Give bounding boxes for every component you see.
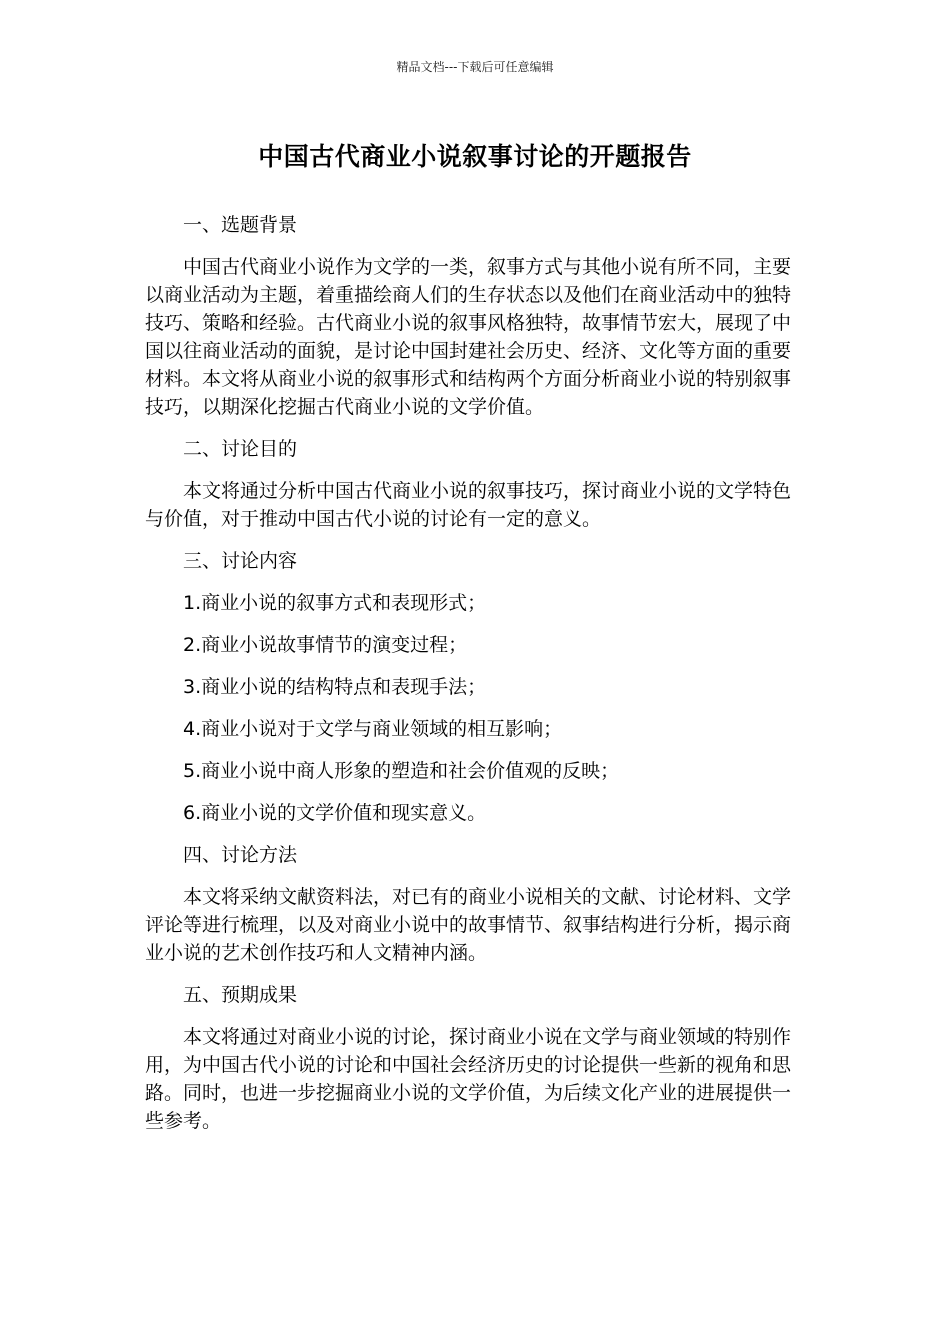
paragraph-method: 本文将采纳文献资料法，对已有的商业小说相关的文献、讨论材料、文学评论等进行梳理，以及对商业小说中的故事情节、叙事结构进行分析，揭示商业小说的艺术创作技巧和人文精神内涵。 (145, 886, 792, 964)
document-title: 中国古代商业小说叙事讨论的开题报告 (258, 142, 692, 171)
section-heading-content: 三、讨论内容 (183, 550, 298, 572)
list-item: 5.商业小说中商人形象的塑造和社会价值观的反映； (183, 760, 620, 782)
section-heading-method: 四、讨论方法 (183, 844, 298, 866)
document-body (145, 211, 807, 1149)
paragraph-results: 本文将通过对商业小说的讨论，探讨商业小说在文学与商业领域的特别作用，为中国古代小说的讨论和中国社会经济历史的讨论提供一些新的视角和思路。同时，也进一步挖掘商业小说的文学价值，为后续文化产业的进展提供一些参考。 (145, 1026, 792, 1132)
paragraph-background: 中国古代商业小说作为文学的一类，叙事方式与其他小说有所不同，主要以商业活动为主题，着重描绘商人们的生存状态以及他们在商业活动中的独特技巧、策略和经验。古代商业小说的叙事风格独特，故事情节宏大，展现了中国以往商业活动的面貌，是讨论中国封建社会历史、经济、文化等方面的重要材料。本文将从商业小说的叙事形式和结构两个方面分析商业小说的特别叙事技巧，以期深化挖掘古代商业小说的文学价值。 (145, 256, 792, 418)
header-note: 精品文档---下载后可任意编辑 (396, 60, 554, 74)
section-heading-purpose: 二、讨论目的 (183, 438, 298, 460)
section-heading-results: 五、预期成果 (183, 984, 298, 1006)
list-item: 2.商业小说故事情节的演变过程； (183, 634, 468, 656)
list-item: 4.商业小说对于文学与商业领域的相互影响； (183, 718, 563, 740)
paragraph-purpose: 本文将通过分析中国古代商业小说的叙事技巧，探讨商业小说的文学特色与价值，对于推动中国古代小说的讨论有一定的意义。 (145, 480, 792, 530)
section-heading-background: 一、选题背景 (183, 214, 298, 236)
list-item: 6.商业小说的文学价值和现实意义。 (183, 802, 487, 824)
list-item: 3.商业小说的结构特点和表现手法； (183, 676, 487, 698)
list-item: 1.商业小说的叙事方式和表现形式； (183, 592, 487, 614)
